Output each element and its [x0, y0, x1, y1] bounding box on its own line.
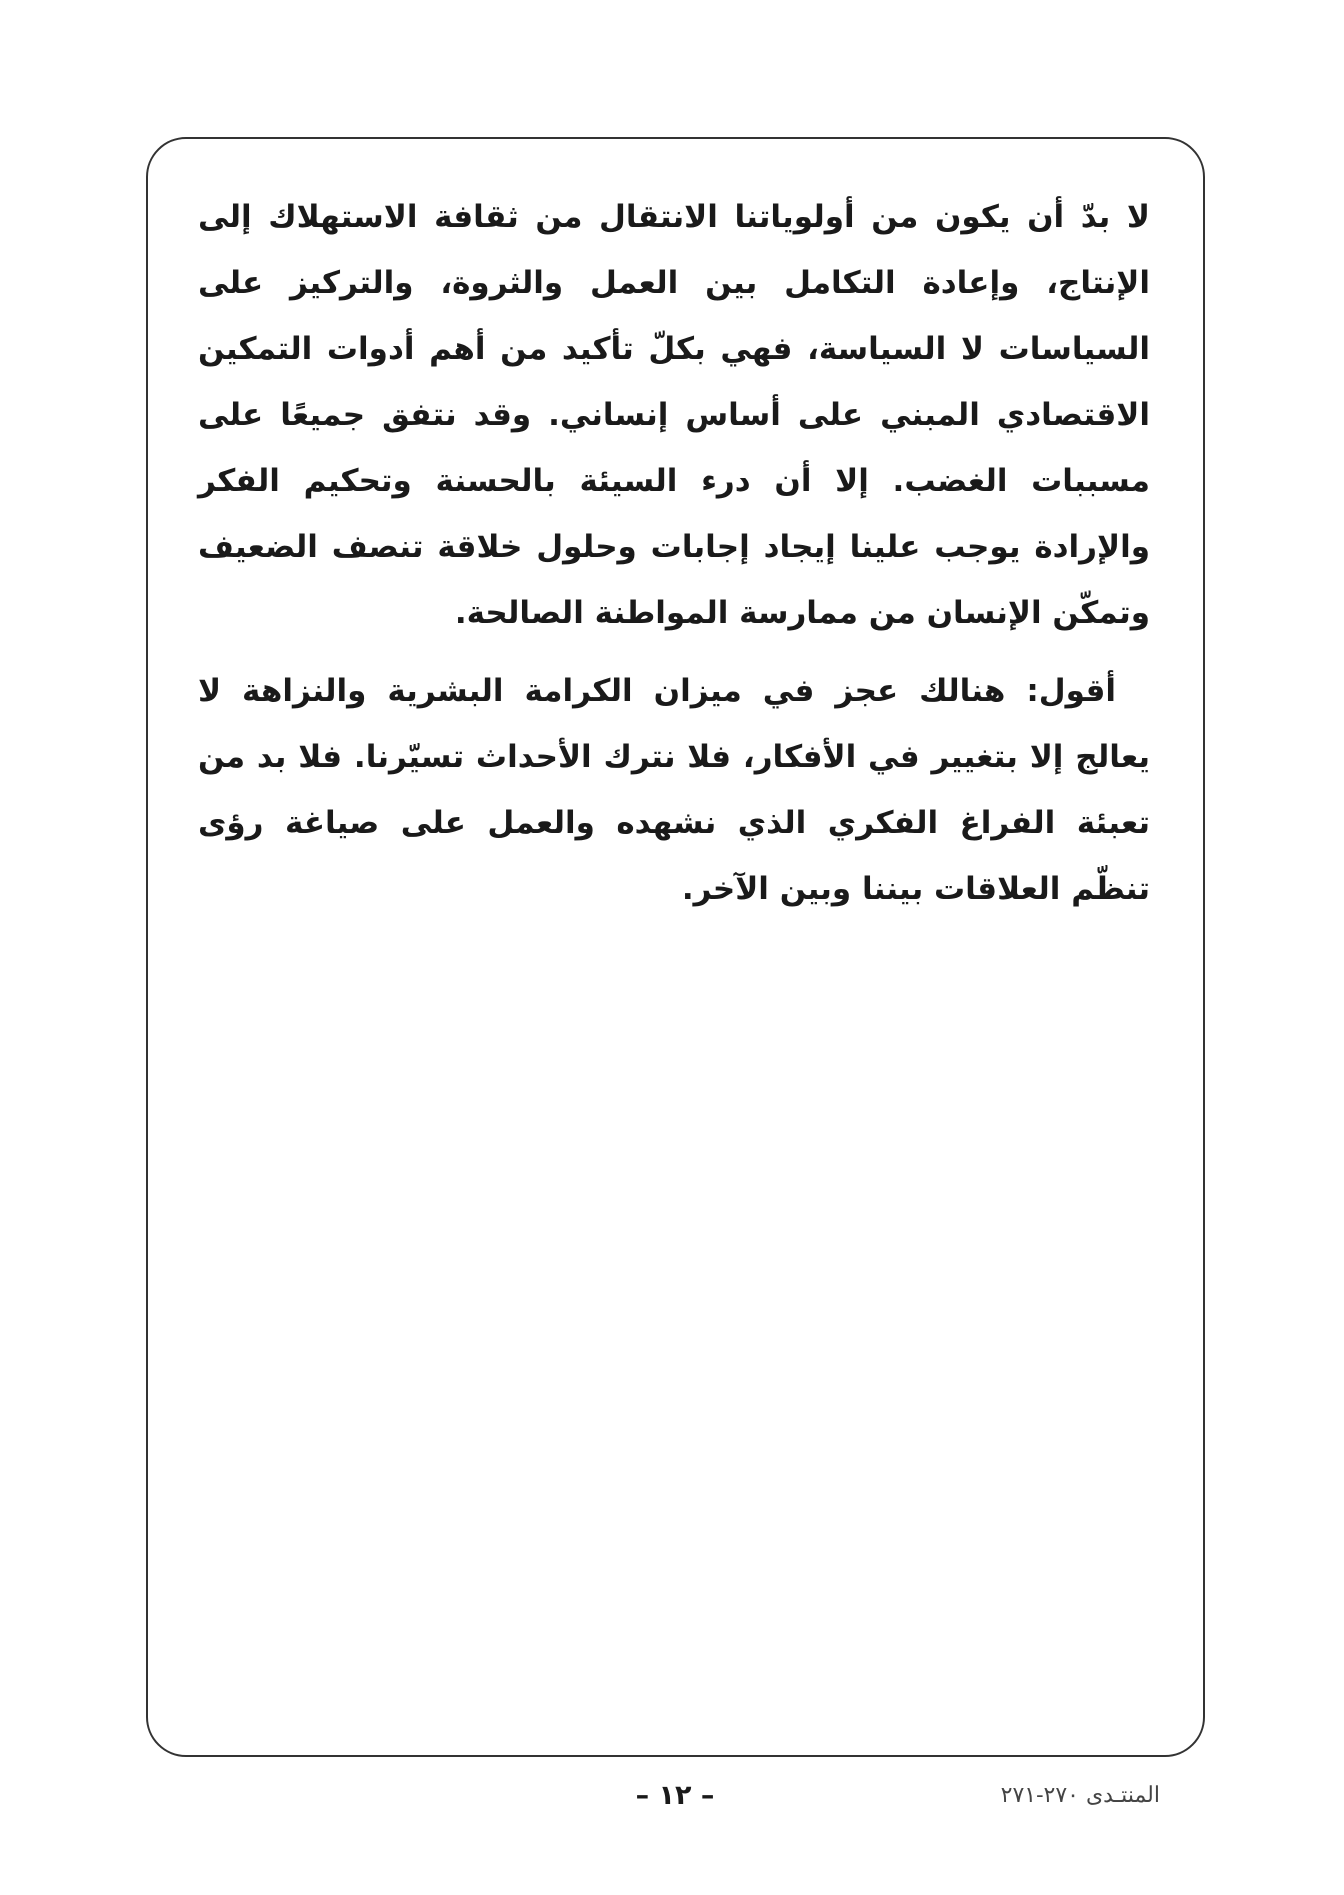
paragraph-2: أقول: هنالك عجز في ميزان الكرامة البشرية والنزاهة لا يعالج إلا بتغيير في الأفكار، فلا نترك الأحداث تسيّرنا. فلا بد من تعبئة الفراغ الفكري الذي نشهده والعمل على صياغة رؤى تنظّم العلاقات بيننا وبين الآخر. — [198, 673, 1150, 907]
page-number: – ١٢ – — [635, 1780, 715, 1811]
paragraph-1: لا بدّ أن يكون من أولوياتنا الانتقال من ثقافة الاستهلاك إلى الإنتاج، وإعادة التكامل بين العمل والثروة، والتركيز على السياسات لا السياسة، فهي بكلّ تأكيد من أهم أدوات التمكين الاقتصادي المبني على أساس إنساني. وقد نتفق جميعًا على مسببات الغضب. إلا أن درء السيئة بالحسنة وتحكيم الفكر والإرادة يوجب علينا إيجاد إجابات وحلول خلاقة تنصف الضعيف وتمكّن الإنسان من ممارسة المواطنة الصالحة. — [198, 199, 1150, 631]
article-body — [198, 184, 1150, 934]
publication-footer: المنتـدى ٢٧٠-٢٧١ — [1000, 1783, 1160, 1808]
